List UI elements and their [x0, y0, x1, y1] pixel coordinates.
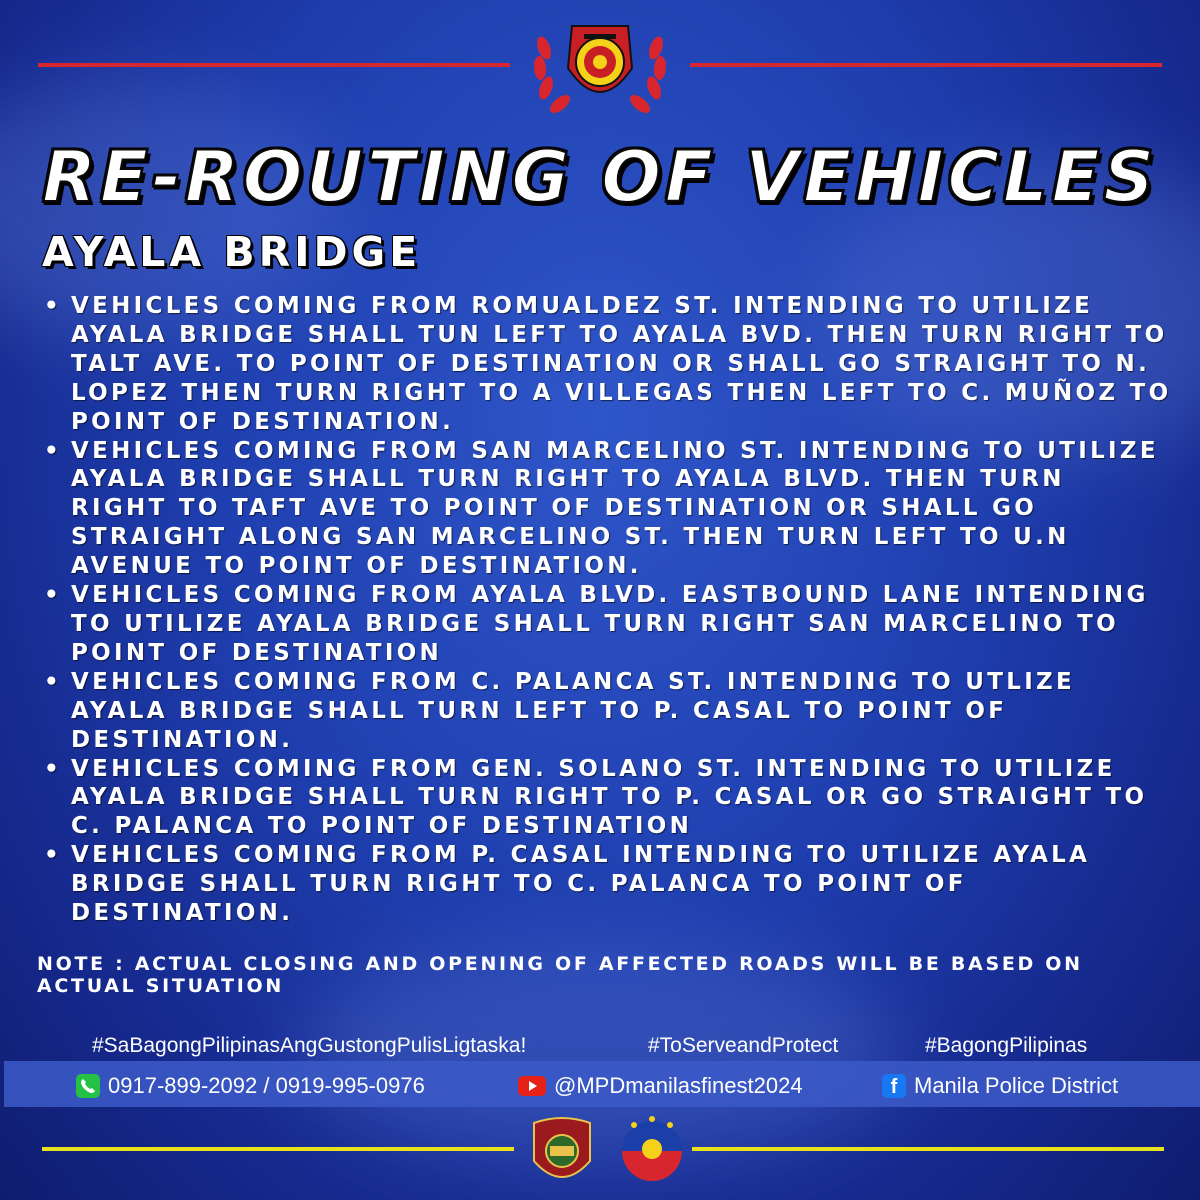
phone-contact [76, 1073, 425, 1099]
bullet-icon: • [44, 755, 63, 782]
list-item: • VEHICLES COMING FROM P. CASAL INTENDING TO UTILIZE AYALA BRIDGE SHALL TURN RIGHT TO C. PALANCA TO POINT OF DESTINATION. [44, 842, 1091, 927]
facebook-page: Manila Police District [914, 1073, 1119, 1098]
list-item: • VEHICLES COMING FROM ROMUALDEZ ST. INTENDING TO UTILIZE AYALA BRIDGE SHALL TUN LEFT TO AYALA BVD. THEN TURN RIGHT TO TALT AVE. TO POINT OF DESTINATION OR SHALL GO STRAIGHT TO N. LOPEZ THEN TURN RIGHT TO A VILLEGAS THEN LEFT TO C. MUÑOZ TO POINT OF DESTINATION. [44, 293, 1172, 435]
hashtag-3: #BagongPilipinas [925, 1034, 1088, 1057]
phone-icon [76, 1074, 100, 1098]
list-item: • VEHICLES COMING FROM AYALA BLVD. EASTBOUND LANE INTENDING TO UTILIZE AYALA BRIDGE SHALL TURN RIGHT SAN MARCELINO TO POINT OF DESTINATION [44, 582, 1149, 666]
bullet-icon: • [44, 582, 63, 609]
top-right-rule [690, 63, 1162, 67]
list-item: • VEHICLES COMING FROM SAN MARCELINO ST. INTENDING TO UTILIZE AYALA BRIDGE SHALL TURN RIGHT TO AYALA BLVD. THEN TURN RIGHT TO TAFT AVE TO POINT OF DESTINATION OR SHALL GO STRAIGHT ALONG SAN MARCELINO ST. THEN TURN LEFT TO U.N AVENUE TO POINT OF DESTINATION. [44, 437, 1159, 580]
page-subtitle: AYALA BRIDGE [42, 228, 422, 276]
top-left-rule [38, 63, 510, 67]
bottom-left-rule [42, 1147, 514, 1151]
list-item: • VEHICLES COMING FROM GEN. SOLANO ST. INTENDING TO UTILIZE AYALA BRIDGE SHALL TURN RIGHT TO P. CASAL OR GO STRAIGHT TO C. PALANCA TO POINT OF DESTINATION [44, 755, 1148, 840]
bullet-icon: • [44, 842, 63, 869]
bullet-icon: • [44, 437, 63, 464]
rerouting-list [42, 292, 1172, 928]
list-item: • VEHICLES COMING FROM C. PALANCA ST. INTENDING TO UTLIZE AYALA BRIDGE SHALL TURN LEFT TO P. CASAL TO POINT OF DESTINATION. [44, 668, 1076, 753]
facebook-contact [882, 1073, 1118, 1099]
pnp-seal-emblem [530, 18, 670, 118]
youtube-icon [518, 1076, 546, 1096]
youtube-handle: @MPDmanilasfinest2024 [554, 1073, 803, 1098]
bottom-right-rule [692, 1147, 1164, 1151]
closure-note: NOTE : ACTUAL CLOSING AND OPENING OF AFFECTED ROADS WILL BE BASED ON ACTUAL SITUATION [37, 953, 1083, 997]
hashtag-1: #SaBagongPilipinasAngGustongPulisLigtaska! [92, 1034, 527, 1057]
facebook-icon: f [882, 1074, 906, 1098]
bullet-icon: • [44, 293, 63, 319]
bagong-pilipinas-logo [612, 1113, 692, 1188]
page-title: RE-ROUTING OF VEHICLES [42, 136, 1158, 218]
manilas-finest-badge [528, 1115, 596, 1190]
hashtag-2: #ToServeandProtect [648, 1034, 839, 1057]
bullet-icon: • [44, 668, 63, 695]
youtube-contact [518, 1073, 803, 1099]
phone-numbers: 0917-899-2092 / 0919-995-0976 [108, 1073, 425, 1098]
